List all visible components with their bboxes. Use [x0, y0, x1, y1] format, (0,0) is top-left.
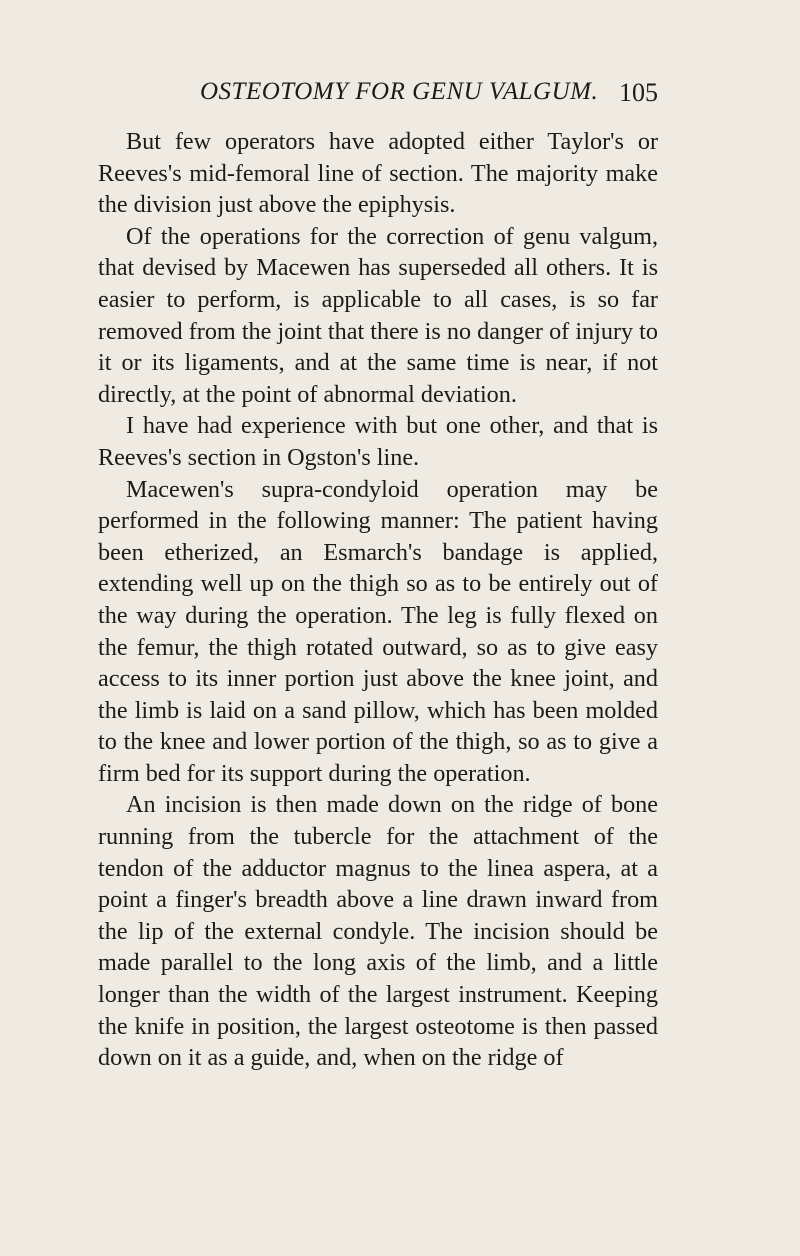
paragraph: Of the operations for the correction of genu valgum, that devised by Macewen has superseded all others. It is easier to perform, is applicable to all cases, is so far removed from the joint that there is no danger of injury to it or its ligaments, and at the same time is near, if not directly, at the point of abnormal deviation. — [98, 222, 658, 408]
paragraph: I have had experience with but one other, and that is Reeves's section in Ogston's line. — [98, 412, 658, 471]
running-head — [200, 78, 660, 118]
paragraph: But few operators have adopted either Taylor's or Reeves's mid-femoral line of section. The majority make the division just above the epiphysis. — [98, 128, 658, 219]
paragraph: Macewen's supra-condyloid operation may be performed in the following manner: The patient having been etherized, an Esmarch's bandage is applied, extending well up on the thigh so as to be entirely out of the way during the operation. The leg is fully flexed on the femur, the thigh rotated outward, so as to give easy access to its inner portion just above the knee joint, and the limb is laid on a sand pillow, which has been molded to the knee and lower portion of the thigh, so as to give a firm bed for its support during the operation. — [98, 475, 658, 787]
body-text — [98, 126, 658, 1074]
paragraph: An incision is then made down on the ridge of bone running from the tubercle for the attachment of the tendon of the adductor magnus to the linea aspera, at a point a finger's breadth above a line drawn inward from the lip of the external condyle. The incision should be made parallel to the long axis of the limb, and a little longer than the width of the largest instrument. Keeping the knife in position, the largest osteotome is then passed down on it as a guide, and, when on the ridge of — [98, 791, 658, 1072]
page-number: 105 — [619, 78, 658, 107]
running-title: OSTEOTOMY FOR GENU VALGUM. — [200, 78, 599, 105]
